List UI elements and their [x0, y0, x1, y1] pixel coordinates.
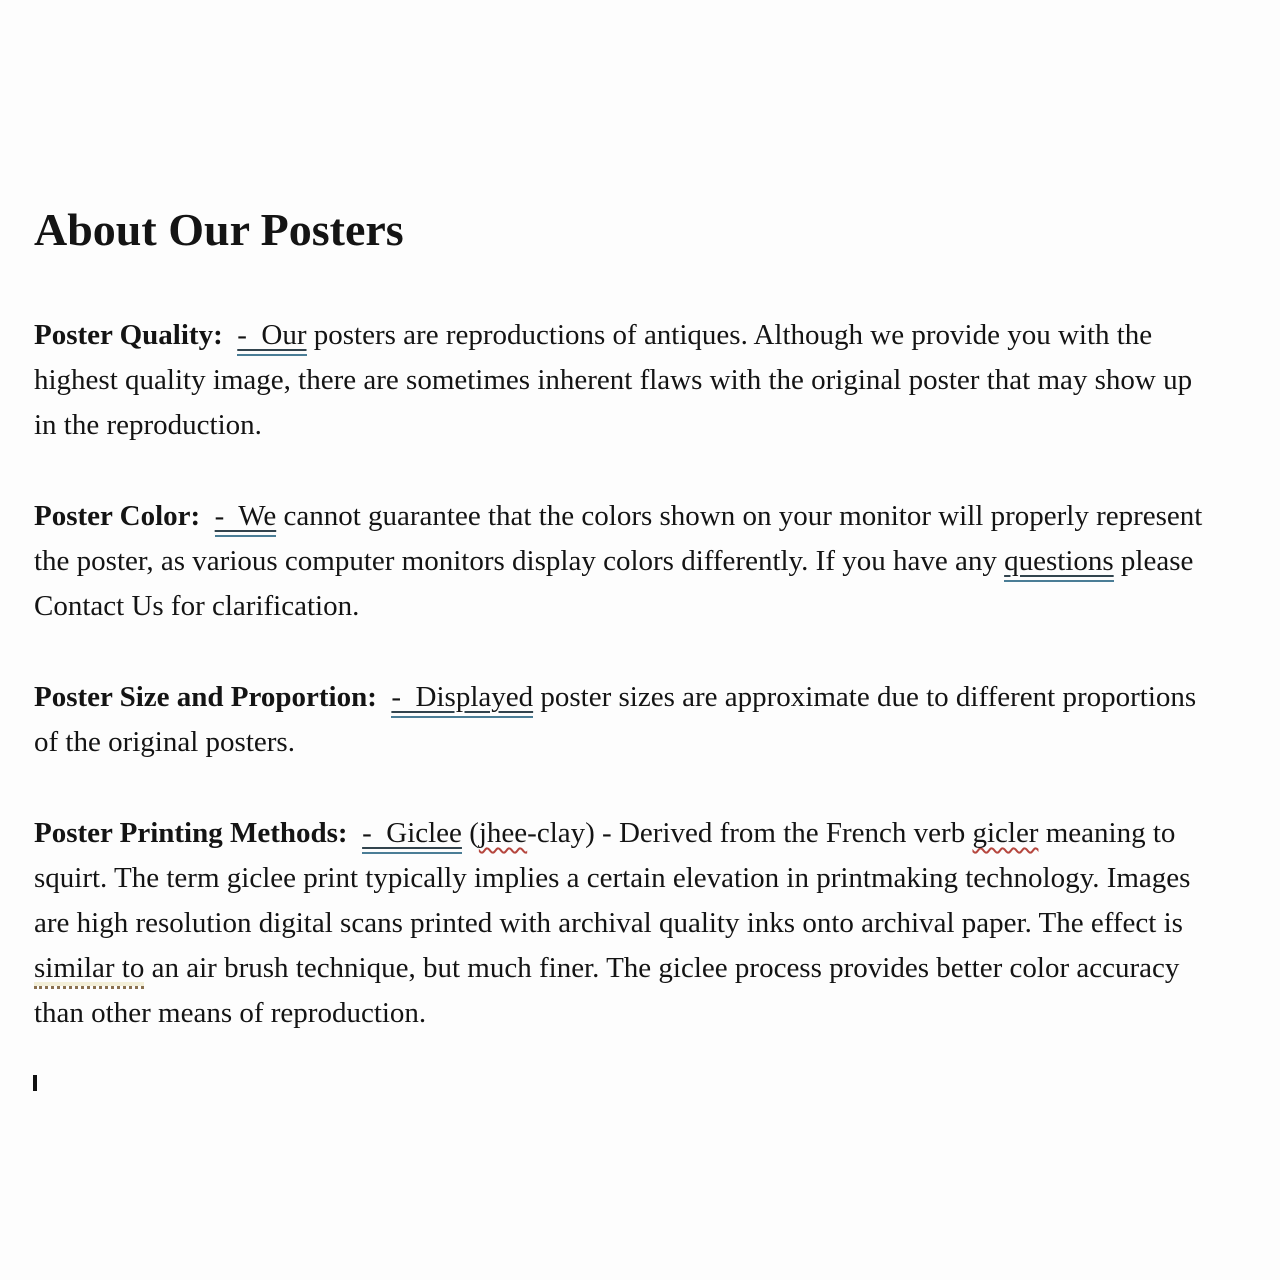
- gap: [200, 500, 215, 532]
- poster-printing-text-3: meaning to squirt. The term giclee print typically implies a certain elevation in printmaking technology. Images are high resolution digital scans printed with archival quality inks onto archival paper. The effect is: [34, 817, 1191, 939]
- paragraph-poster-printing: [34, 811, 1210, 1036]
- poster-size-heading: Poster Size and Proportion:: [34, 681, 377, 713]
- poster-color-body-b: please Contact Us for clarification.: [34, 545, 1194, 622]
- poster-printing-heading: Poster Printing Methods:: [34, 817, 348, 849]
- gap: [348, 817, 363, 849]
- poster-size-link[interactable]: - Displayed: [391, 681, 533, 718]
- paragraph-poster-quality: [34, 313, 1210, 448]
- poster-printing-text-4: an air brush technique, but much finer. The giclee process provides better color accuracy than other means of reproduction.: [34, 952, 1180, 1029]
- poster-printing-text-2: -clay) - Derived from the French verb: [527, 817, 973, 849]
- poster-quality-link[interactable]: - Our: [237, 319, 306, 356]
- poster-printing-link[interactable]: - Giclee: [362, 817, 462, 854]
- text-cursor-marker: [33, 1075, 37, 1091]
- poster-color-link[interactable]: - We: [215, 500, 277, 537]
- page-title: About Our Posters: [34, 204, 404, 255]
- questions-link[interactable]: questions: [1004, 545, 1114, 582]
- poster-quality-body: posters are reproductions of antiques. Although we provide you with the highest quality image, there are sometimes inherent flaws with the original poster that may show up in the reproduction.: [34, 319, 1193, 441]
- poster-size-body: poster sizes are approximate due to different proportions of the original posters.: [34, 681, 1197, 758]
- poster-quality-heading: Poster Quality:: [34, 319, 223, 351]
- suggestion-phrase-similar-to: similar to: [34, 952, 144, 989]
- paragraph-poster-size: [34, 675, 1210, 765]
- poster-color-body-a: cannot guarantee that the colors shown on your monitor will properly represent the poster, as various computer monitors display colors differently. If you have any: [34, 500, 1203, 577]
- gap: [223, 319, 238, 351]
- misspelled-word-gicler: gicler: [972, 817, 1039, 849]
- paragraph-poster-color: [34, 494, 1210, 629]
- poster-color-heading: Poster Color:: [34, 500, 201, 532]
- gap: [377, 681, 392, 713]
- misspelled-word-jhee: jhee: [478, 817, 528, 849]
- poster-printing-text-1: (: [461, 817, 479, 849]
